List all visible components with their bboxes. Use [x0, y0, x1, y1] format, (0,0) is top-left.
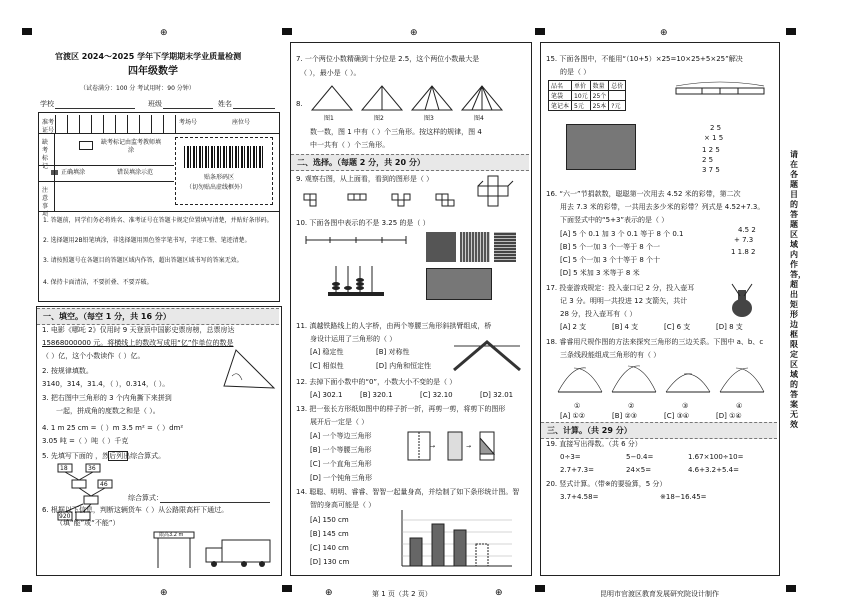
- q8-fig2-label: 图2: [374, 115, 384, 122]
- exam-info: （试卷满分：100 分 考试用时：90 分钟）: [80, 85, 195, 92]
- q14-line1: 14. 聪聪、明明、睿睿、智智一起量身高，并绘制了如下条形统计图。智: [296, 488, 520, 496]
- q16-option-a[interactable]: [A] 5 个 0.1 加 3 个 0.1 等于 8 个 0.1: [560, 230, 684, 238]
- q12-option-d[interactable]: [D] 32.01: [480, 391, 514, 399]
- exam-title: 官渡区 2024～2025 学年下学期期末学业质量检测: [55, 52, 242, 61]
- q8-line2: 数一数，图 1 中有（ ）个三角形。按这样的规律，图 4: [310, 128, 482, 136]
- q14-bar-chart: [392, 506, 520, 572]
- side-note: 请在各题目的答题区域内作答，超出矩形边框限定区域的答案无效: [790, 150, 806, 429]
- q17-option-d[interactable]: [D] 8 支: [716, 323, 743, 331]
- note-2: 2. 选择题用2B铅笔填涂，非选择题用黑色签字笔书写，字迹工整、笔迹清楚。: [43, 237, 251, 244]
- q17-line2: 记 3 分。明明一共投进 12 支箭矢，共计: [560, 297, 688, 305]
- q5-num-18: 18: [60, 465, 68, 472]
- section-choice-title: 二、选择。（每题 2 分，共 20 分）: [291, 154, 529, 171]
- q6-line2: （填“能”或“不能”）: [56, 519, 120, 527]
- q2-line1: 2. 按规律填数。: [42, 367, 93, 375]
- q18-option-c[interactable]: [C] ③④: [664, 412, 690, 420]
- q13-option-b[interactable]: [B] 一个等腰三角形: [310, 446, 372, 454]
- q6-sign-text: 限高3.2 m: [159, 532, 184, 538]
- q13-option-a[interactable]: [A] 一个等边三角形: [310, 432, 372, 440]
- q16-line2: 用去 7.3 米的彩带，一共用去多少米的彩带？列式是 4.52+7.3。: [560, 203, 765, 211]
- registration-mark: [786, 585, 796, 592]
- registration-mark: [282, 585, 292, 592]
- q1-line1: 1. 电影《哪吒 2》仅用时 9 天登顶中国影史票房榜，总票房达: [42, 326, 235, 334]
- q8-fig3-label: 图3: [424, 115, 434, 122]
- q7-line1: 7. 一个两位小数精确到十分位是 2.5，这个两位小数最大是: [296, 55, 480, 63]
- q2-line2: 3140，314，31.4，（ ），0.314，（ ）。: [42, 380, 170, 388]
- q17-option-b[interactable]: [B] 4 支: [612, 323, 639, 331]
- q18-fig3-label: ③: [682, 402, 689, 410]
- note-4: 4. 保持卡面清洁，不要折叠、不要弄破。: [43, 279, 153, 286]
- q3-line1: 3. 把右图中三角形的 3 个内角撕下来拼到: [42, 394, 172, 402]
- q1-line2: 15868000000 元。将横线上的数改写成用“亿”作单位的数是: [42, 339, 234, 347]
- registration-mark: [22, 585, 32, 592]
- registration-mark: [22, 28, 32, 35]
- note-1: 1. 答题前，同学们务必将姓名、准考证号在答题卡规定位置填写清楚，并贴好条形码。: [43, 217, 273, 224]
- svg-text:→: →: [466, 443, 472, 450]
- barcode-area: [175, 137, 273, 205]
- q13-line1: 13. 把一张长方形纸如图中的样子折一折，再剪一剪，将剪下的图形: [296, 405, 506, 413]
- q12-option-b[interactable]: [B] 320.1: [360, 391, 393, 399]
- q14-option-a[interactable]: [A] 150 cm: [310, 516, 349, 524]
- note-3: 3. 请按照题号在各题目的答题区域内作答，超出答题区域书写的答案无效。: [43, 257, 243, 264]
- q11-option-a[interactable]: [A] 稳定性: [310, 348, 344, 356]
- q15-segment-diagram: [672, 80, 768, 102]
- check-note: 缺考标记由监考教师填涂: [101, 139, 162, 154]
- check-label: 缺考标记: [42, 139, 49, 170]
- fill-wrong-label: 错误填涂示范: [117, 169, 154, 176]
- class-label: 班级: [148, 100, 162, 108]
- section-calculation-title: 三、计算。（共 29 分）: [541, 422, 777, 439]
- seat-label: 座位号: [232, 119, 251, 126]
- q18-option-d[interactable]: [D] ①④: [716, 412, 742, 420]
- q6-line1: 6. 根据以下信息，判断这辆货车（ ）从公路限高杆下通过。: [42, 506, 229, 514]
- q11-option-c[interactable]: [C] 相似性: [310, 362, 344, 370]
- registration-mark: [535, 28, 545, 35]
- q15-line1: 15. 下面各图中，不能用“（10+5）×25=10×25+5×25”解决: [546, 55, 743, 63]
- q18-option-a[interactable]: [A] ①②: [560, 412, 586, 420]
- q9-options[interactable]: [300, 190, 470, 210]
- class-field[interactable]: [163, 100, 213, 109]
- q8-line3: 中一共有（ ）个三角形。: [310, 141, 390, 149]
- school-field[interactable]: [55, 100, 135, 109]
- check-box[interactable]: [79, 141, 93, 150]
- q13-fold-figure: [404, 428, 520, 468]
- q17-line1: 17. 投壶游戏规定：投入壶口记 2 分，投入壶耳: [546, 284, 695, 292]
- q4-line1: 4. 1 m 25 cm =（ ）m 3.5 m² =（ ）dm²: [42, 424, 184, 432]
- q10-abacus: [326, 262, 386, 298]
- q16-option-b[interactable]: [B] 5 个一加 3 个一等于 8 个一: [560, 243, 660, 251]
- room-label: 考场号: [179, 119, 198, 126]
- q20-item-2: ※18−16.45=: [660, 493, 707, 501]
- q10-money-picture: [426, 268, 492, 300]
- q18-compass-figures: [552, 362, 772, 404]
- q11-line1: 11. 滇越铁路线上的人字桥，由两个等腰三角形斜拱臂组成，桥: [296, 322, 492, 330]
- school-label: 学校: [40, 100, 54, 108]
- q5-num-36: 36: [88, 465, 96, 472]
- q1-line3: （ ）亿，这个小数读作（ ）亿。: [42, 352, 145, 360]
- q13-option-d[interactable]: [D] 一个钝角三角形: [310, 474, 373, 482]
- q16-line3: 下面竖式中的“5+3”表示的是（ ）: [560, 216, 669, 224]
- q15-line2: 的是（ ）: [560, 68, 591, 76]
- crosshair-icon: ⊕: [495, 588, 503, 598]
- section-fill-in-title: 一、填空。（每空 1 分，共 16 分）: [37, 308, 279, 325]
- name-field[interactable]: [233, 100, 275, 109]
- barcode-icon: [184, 146, 264, 168]
- fill-correct-label: 正确填涂: [61, 169, 86, 176]
- q11-option-b[interactable]: [B] 对称性: [376, 348, 410, 356]
- q16-vert-2: + 7.3: [734, 236, 754, 244]
- subject-title: 四年级数学: [128, 66, 178, 77]
- q15-vert-3: 1 2 5: [702, 146, 720, 154]
- q19-item-5: 24×5=: [626, 466, 652, 474]
- q17-pot-picture: [724, 282, 760, 320]
- q5-blank-box[interactable]: [108, 451, 128, 461]
- q15-vert-1: 2 5: [710, 124, 722, 132]
- q15-vert-4: 2 5: [702, 156, 714, 164]
- q8-number: 8.: [296, 100, 303, 108]
- q16-vert-1: 4.5 2: [738, 226, 756, 234]
- q10-grid-c: [494, 232, 516, 262]
- info-box: [38, 112, 280, 302]
- q16-line1: 16. “六一”节捐款数，聪聪第一次用去 4.52 米的彩带，第二次: [546, 190, 741, 198]
- registration-mark: [786, 28, 796, 35]
- q14-line2: 智的身高可能是（ ）: [310, 501, 376, 509]
- q5-formula-label: 综合算式：: [128, 494, 163, 502]
- q19-item-1: 0÷3=: [560, 453, 581, 461]
- q19-item-6: 4.6+3.2+5.4=: [688, 466, 739, 474]
- q9-text: 9. 观察右图，从上面看，看到的图形是（ ）: [296, 175, 434, 183]
- q18-fig4-label: ④: [736, 402, 743, 410]
- q5-formula-field[interactable]: [160, 494, 270, 503]
- q15-vert-5: 3 7 5: [702, 166, 720, 174]
- q19-item-3: 1.67×100÷10=: [688, 453, 744, 461]
- q19-item-2: 5−0.4=: [626, 453, 654, 461]
- q19-text: 19. 直接写出得数。（共 6 分）: [546, 440, 642, 448]
- q18-fig1-label: ①: [574, 402, 581, 410]
- q15-rectangle-a: [566, 124, 636, 170]
- crosshair-icon: ⊕: [410, 28, 418, 38]
- q3-triangle-figure: [222, 346, 278, 392]
- q18-line2: 三条线段能组成三角形的有（ ）: [560, 351, 661, 359]
- page-number: 第 1 页（共 2 页）: [372, 590, 432, 598]
- q19-item-4: 2.7+7.3=: [560, 466, 594, 474]
- q14-option-c[interactable]: [C] 140 cm: [310, 544, 349, 552]
- q12-option-c[interactable]: [C] 32.10: [420, 391, 453, 399]
- q16-option-c[interactable]: [C] 5 个一加 3 个十等于 8 个十: [560, 256, 661, 264]
- q11-bridge-picture: [452, 336, 522, 372]
- registration-mark: [535, 585, 545, 592]
- q11-option-d[interactable]: [D] 内角和恒定性: [376, 362, 432, 370]
- q12-option-a[interactable]: [A] 302.1: [310, 391, 343, 399]
- q8-fig1-label: 图1: [324, 115, 334, 122]
- name-label: 姓名: [218, 100, 232, 108]
- q17-option-c[interactable]: [C] 6 支: [664, 323, 691, 331]
- q17-option-a[interactable]: [A] 2 支: [560, 323, 587, 331]
- q14-option-d[interactable]: [D] 130 cm: [310, 558, 350, 566]
- registration-mark: [282, 28, 292, 35]
- q18-option-b[interactable]: [B] ②③: [612, 412, 638, 420]
- q5-num-920: 920: [59, 513, 71, 520]
- q5-num-46: 46: [100, 481, 108, 488]
- crosshair-icon: ⊕: [325, 588, 333, 598]
- barcode-label: 贴条形码区: [204, 174, 235, 181]
- q17-line3: 28 分，投入壶耳有（ ）: [560, 310, 637, 318]
- crosshair-icon: ⊕: [160, 588, 168, 598]
- crosshair-icon: ⊕: [160, 28, 168, 38]
- footer-maker: 昆明市官渡区教育发展研究院设计制作: [600, 590, 719, 598]
- crosshair-icon: ⊕: [660, 28, 668, 38]
- q11-line2: 身设计运用了三角形的（ ）: [310, 335, 397, 343]
- q5-line1: 5. 先填写下面的 ，然后列出综合算式。: [42, 452, 166, 460]
- q16-option-d[interactable]: [D] 5 米加 3 米等于 8 米: [560, 269, 640, 277]
- q6-truck-figure: [204, 536, 274, 570]
- q12-text: 12. 去掉下面小数中的“0”，小数大小不变的是（ ）: [296, 378, 457, 386]
- ticket-label: 准考证号: [42, 119, 55, 134]
- q10-text: 10. 下面各图中表示的不是 3.25 的是（ ）: [296, 219, 430, 227]
- q14-option-b[interactable]: [B] 145 cm: [310, 530, 349, 538]
- notes-title: 注意事项: [42, 187, 49, 218]
- barcode-note: （切勿贴出虚线框外）: [186, 184, 247, 191]
- q20-text: 20. 竖式计算。（带※的要验算，5 分）: [546, 480, 667, 488]
- q8-triangle-figures: [310, 84, 510, 114]
- q16-vert-3: 1 1.8 2: [731, 248, 756, 256]
- q7-line2: （ ），最小是（ ）。: [300, 69, 361, 77]
- q15-price-table: 品名 单价 数量 总价 笔袋 10元 25个 笔记本 5元 25本 ?元: [548, 80, 626, 111]
- q18-fig2-label: ②: [628, 402, 635, 410]
- q15-vert-2: × 1 5: [704, 134, 724, 142]
- q13-line2: 展开后一定是（ ）: [310, 418, 369, 426]
- q4-line2: 3.05 吨 =（ ）吨（ ）千克: [42, 437, 129, 445]
- q10-number-line: [302, 232, 412, 248]
- q10-grid-b: [460, 232, 490, 262]
- q18-line1: 18. 睿睿用尺规作图的方法来探究三角形的三边关系。下图中 a、b、c: [546, 338, 764, 346]
- ticket-grid[interactable]: [55, 115, 176, 133]
- q10-grid-a: [426, 232, 456, 262]
- q13-option-c[interactable]: [C] 一个直角三角形: [310, 460, 372, 468]
- svg-text:→: →: [430, 443, 436, 450]
- q20-item-1: 3.7+4.58=: [560, 493, 599, 501]
- q8-fig4-label: 图4: [474, 115, 484, 122]
- q3-line2: 一起，拼成角的度数之和是（ ）。: [56, 407, 160, 415]
- q9-cube-figure: [474, 170, 518, 210]
